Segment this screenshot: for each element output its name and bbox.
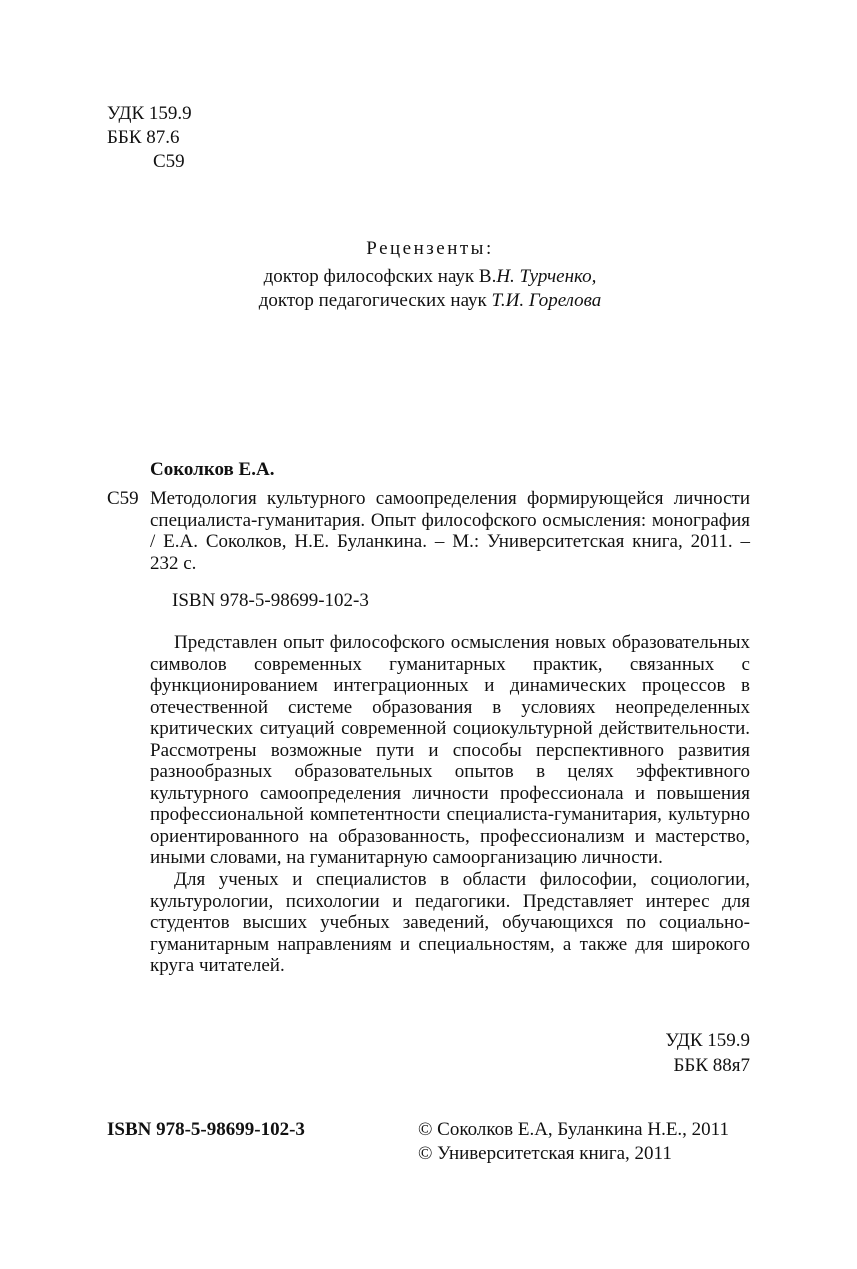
reviewer-2 [180,290,680,314]
udk-code: УДК 159.9 [107,103,192,124]
isbn-line: ISBN 978-5-98699-102-3 [172,590,369,611]
copyright-authors: © Соколков Е.А, Буланкина Н.Е., 2011 [418,1119,729,1140]
audience-paragraph: Для ученых и специалистов в области философии, социологии, культурологии, психологии и педагогики. Представляет интерес для студентов высших учебных заведений, обучающихся по социально-гуманитарным направлениям и специальностям, а также для широкого круга читателей. [150,869,750,976]
author-mark: С59 [153,151,185,172]
bottom-classification-codes [665,1030,750,1080]
reviewer-2-title: доктор педагогических наук [258,289,492,311]
reviewer-2-name: Т.И. Горелова [491,289,602,311]
reviewers-heading: Рецензенты: [366,238,494,259]
bibliographic-code: С59 [107,488,139,509]
bbk-code-bottom: ББК 88я7 [673,1055,750,1076]
author-name: Соколков Е.А. [150,459,275,480]
reviewer-1-title: доктор философских наук В. [263,265,497,287]
top-classification-codes [107,103,192,175]
bibliographic-text: Методология культурного самоопределения формирующейся личности специалиста-гуманитария. Опыт философского осмысления: монография / Е.А. Соколков, Н.Е. Буланкина. – М.: Университетская книга, 2011. – 232 с. [150,488,750,574]
udk-code-bottom: УДК 159.9 [665,1030,750,1051]
bibliographic-entry [107,488,750,574]
reviewers-block [180,238,680,314]
abstract-paragraph: Представлен опыт философского осмысления новых образовательных символов современных гуманитарных практик, связанных с функционированием интеграционных и динамических процессов в отечественной системе образования в условиях неопределенных критических ситуаций современной социокультурной действительности. Рассмотрены возможные пути и способы перспективного развития разнообразных образовательных опытов в целях эффективного культурного самоопределения личности профессионала и повышения профессиональной компетентности специалиста-гуманитария, культурно ориентированного на образованность, профессионализм и мастерство, иными словами, на гуманитарную самоорганизацию личности. [150,632,750,868]
isbn-bottom: ISBN 978-5-98699-102-3 [107,1119,305,1140]
copyright-publisher: © Университетская книга, 2011 [418,1143,672,1164]
reviewer-1 [180,266,680,290]
reviewer-1-name: Н. Турченко, [496,265,597,287]
copyright-block [418,1119,729,1167]
bbk-code: ББК 87.6 [107,127,180,148]
